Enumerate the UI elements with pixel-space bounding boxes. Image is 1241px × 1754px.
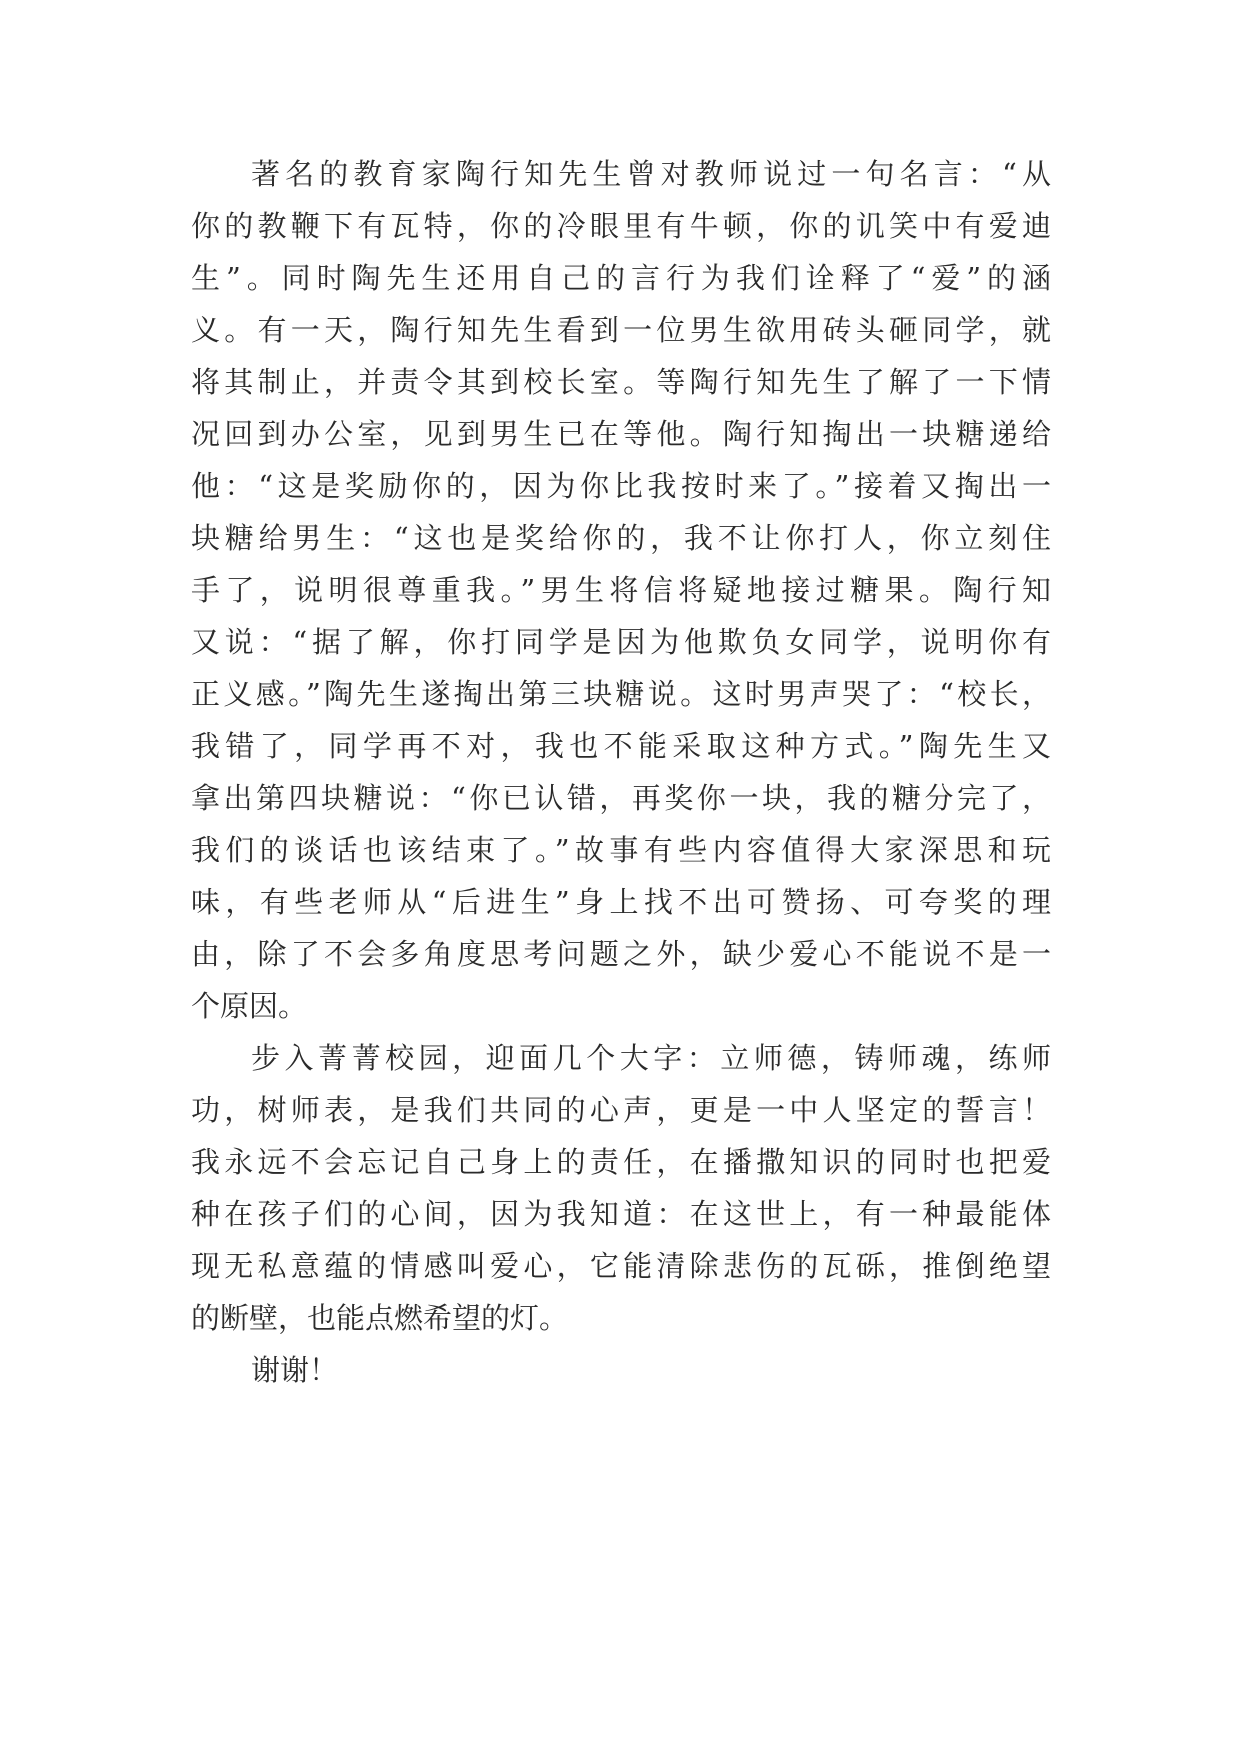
- paragraph-2-line-3: 我永远不会忘记自己身上的责任，在播撒知识的同时也把爱: [191, 1145, 1051, 1179]
- paragraph-1-line-10: 又说：“据了解，你打同学是因为他欺负女同学，说明你有: [191, 625, 1051, 659]
- paragraph-1-line-1: 著名的教育家陶行知先生曾对教师说过一句名言：“从: [251, 157, 1051, 191]
- paragraph-2-line-6: 的断壁，也能点燃希望的灯。: [191, 1301, 569, 1335]
- paragraph-1-line-2: 你的教鞭下有瓦特，你的冷眼里有牛顿，你的讥笑中有爱迪: [191, 209, 1051, 243]
- paragraph-1-line-6: 况回到办公室，见到男生已在等他。陶行知掏出一块糖递给: [191, 417, 1051, 451]
- paragraph-2-line-2: 功，树师表，是我们共同的心声，更是一中人坚定的誓言！: [191, 1093, 1051, 1127]
- paragraph-1-line-16: 由，除了不会多角度思考问题之外，缺少爱心不能说不是一: [191, 937, 1051, 971]
- paragraph-1-line-15: 味，有些老师从“后进生”身上找不出可赞扬、可夸奖的理: [191, 885, 1051, 919]
- paragraph-1-line-12: 我错了，同学再不对，我也不能采取这种方式。”陶先生又: [191, 729, 1051, 763]
- paragraph-1-line-4: 义。有一天，陶行知先生看到一位男生欲用砖头砸同学，就: [191, 313, 1051, 347]
- paragraph-1-line-9: 手了，说明很尊重我。”男生将信将疑地接过糖果。陶行知: [191, 573, 1051, 607]
- closing-thanks: 谢谢！: [251, 1353, 339, 1387]
- paragraph-1-line-11: 正义感。”陶先生遂掏出第三块糖说。这时男声哭了：“校长，: [191, 677, 1051, 711]
- paragraph-1-line-14: 我们的谈话也该结束了。”故事有些内容值得大家深思和玩: [191, 833, 1051, 867]
- paragraph-1-line-7: 他：“这是奖励你的，因为你比我按时来了。”接着又掏出一: [191, 469, 1051, 503]
- paragraph-2-line-4: 种在孩子们的心间，因为我知道：在这世上，有一种最能体: [191, 1197, 1051, 1231]
- paragraph-1-line-3: 生”。同时陶先生还用自己的言行为我们诠释了“爱”的涵: [191, 261, 1051, 295]
- paragraph-1-line-17: 个原因。: [191, 989, 308, 1023]
- paragraph-2-line-5: 现无私意蕴的情感叫爱心，它能清除悲伤的瓦砾，推倒绝望: [191, 1249, 1051, 1283]
- paragraph-1-line-5: 将其制止，并责令其到校长室。等陶行知先生了解了一下情: [191, 365, 1051, 399]
- paragraph-1-line-8: 块糖给男生：“这也是奖给你的，我不让你打人，你立刻住: [191, 521, 1051, 555]
- paragraph-2-line-1: 步入菁菁校园，迎面几个大字：立师德，铸师魂，练师: [251, 1041, 1051, 1075]
- paragraph-1-line-13: 拿出第四块糖说：“你已认错，再奖你一块，我的糖分完了，: [191, 781, 1051, 815]
